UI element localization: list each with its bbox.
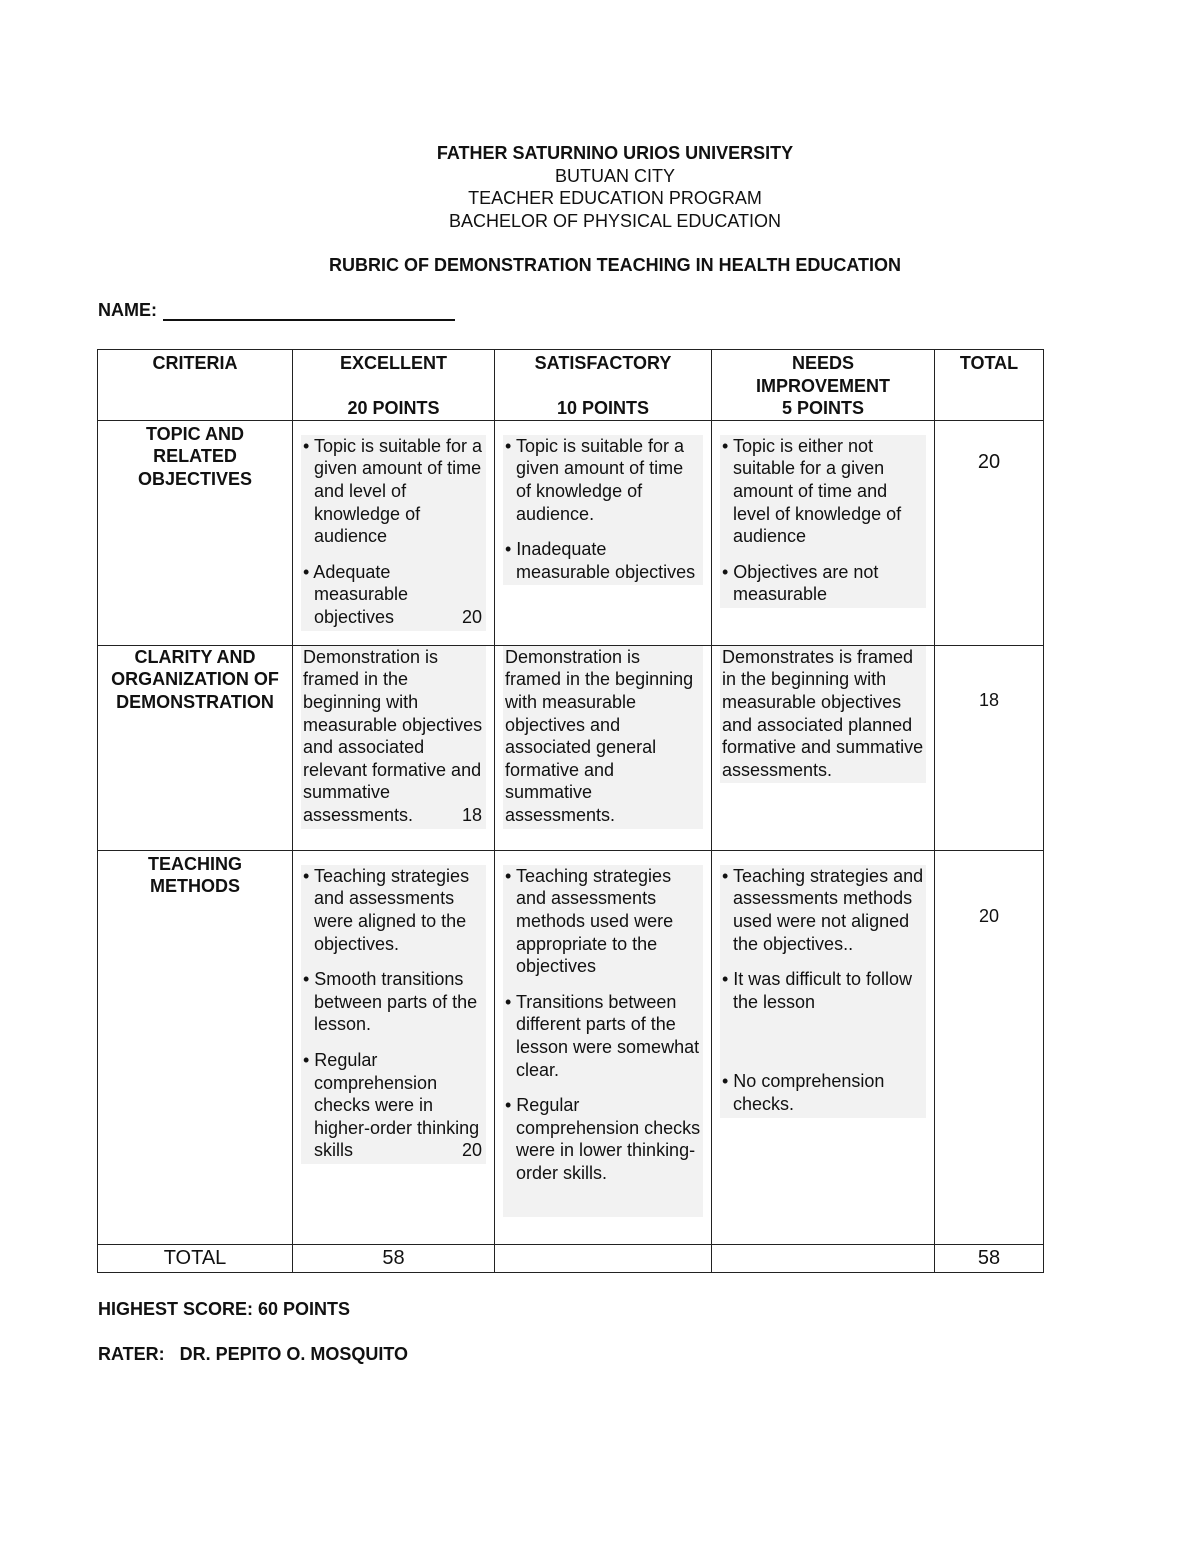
excellent-label: EXCELLENT [339, 353, 447, 373]
excellent-descriptor [301, 435, 486, 631]
criterion-label: TOPIC AND RELATED OBJECTIVES [137, 423, 253, 489]
criterion-label: CLARITY AND ORGANIZATION OF DEMONSTRATION [111, 646, 279, 712]
total-row [98, 1244, 1044, 1272]
cell-score: 20 [461, 1140, 482, 1161]
needs-points: 5 POINTS [781, 398, 865, 419]
name-field [98, 300, 455, 321]
name-label: NAME: [98, 300, 157, 320]
table-row [98, 850, 1044, 1244]
total-excellent: 58 [293, 1244, 495, 1272]
document-header [0, 142, 1200, 232]
rubric-title: RUBRIC OF DEMONSTRATION TEACHING IN HEALTH EDUCATION [329, 255, 901, 275]
rubric-table [97, 349, 1044, 1273]
descriptor-item: • Adequate measurable objectives 20 [303, 561, 482, 627]
total-satisfactory [495, 1244, 712, 1272]
descriptor-item: • Regular comprehension checks were in lower thinking-order skills. [505, 1095, 701, 1183]
excellent-points: 20 POINTS [347, 397, 440, 418]
col-total: TOTAL [935, 350, 1044, 421]
descriptor-item: • Smooth transitions between parts of the lesson. [303, 969, 478, 1035]
total-needs [712, 1244, 935, 1272]
highest-score: HIGHEST SCORE: 60 POINTS [98, 1299, 351, 1319]
university-name: FATHER SATURNINO URIOS UNIVERSITY [436, 143, 794, 163]
needs-descriptor: Demonstrates is framed in the beginning with measurable objectives and associated planned formative and summative assessments. [720, 646, 926, 784]
row-total: 20 [935, 850, 1044, 1244]
program: TEACHER EDUCATION PROGRAM [468, 188, 762, 209]
descriptor-item: • Teaching strategies and assessments methods used were appropriate to the objectives [505, 865, 674, 977]
col-needs-improvement [712, 350, 935, 421]
descriptor-item: • Topic is either not suitable for a given amount of time and level of knowledge of audience [722, 435, 902, 547]
excellent-descriptor [301, 865, 486, 1164]
table-row [98, 420, 1044, 645]
name-blank-line [163, 301, 455, 321]
satisfactory-descriptor: Demonstration is framed in the beginning with measurable objectives and associated general formative and summative assessments. [503, 646, 703, 829]
descriptor-item: • Topic is suitable for a given amount of time of knowledge of audience. [505, 435, 685, 524]
col-excellent [293, 350, 495, 421]
descriptor-item: • Teaching strategies and assessments methods used were not aligned the objectives.. [722, 865, 924, 954]
satisfactory-points: 10 POINTS [556, 397, 650, 418]
needs-label: NEEDS IMPROVEMENT [755, 353, 890, 396]
descriptor-item: • Transitions between different parts of the lesson were somewhat clear. [505, 991, 700, 1080]
excellent-descriptor: Demonstration is framed in the beginning with measurable objectives and associated relevant formative and summative assessments. 18 [301, 646, 486, 829]
needs-descriptor [720, 865, 926, 1118]
degree: BACHELOR OF PHYSICAL EDUCATION [448, 210, 782, 231]
descriptor-item: • Regular comprehension checks were in higher-order thinking skills 20 [303, 1049, 482, 1161]
descriptor-item: • It was difficult to follow the lesson [722, 969, 913, 1012]
header-row [98, 350, 1044, 421]
table-row [98, 645, 1044, 850]
descriptor-item: • Topic is suitable for a given amount of time and level of knowledge of audience [303, 435, 483, 547]
satisfactory-descriptor [503, 865, 703, 1217]
col-criteria: CRITERIA [98, 350, 293, 421]
descriptor-item: • Teaching strategies and assessments were aligned to the objectives. [303, 865, 470, 954]
row-total: 18 [935, 645, 1044, 850]
criterion-label: TEACHING METHODS [148, 853, 242, 897]
satisfactory-descriptor [503, 435, 703, 586]
rater: RATER: DR. PEPITO O. MOSQUITO [98, 1344, 409, 1364]
cell-score: 20 [461, 606, 482, 627]
descriptor-item: • Objectives are not measurable [722, 561, 879, 605]
row-total: 20 [935, 420, 1044, 645]
descriptor-item: • Inadequate measurable objectives [505, 539, 696, 582]
total-label: TOTAL [98, 1244, 293, 1272]
cell-score: 18 [461, 804, 482, 825]
col-satisfactory [495, 350, 712, 421]
descriptor-item: • No comprehension checks. [722, 1071, 885, 1114]
needs-descriptor [720, 435, 926, 608]
city: BUTUAN CITY [554, 165, 675, 186]
satisfactory-label: SATISFACTORY [534, 353, 672, 373]
grand-total: 58 [935, 1244, 1044, 1272]
